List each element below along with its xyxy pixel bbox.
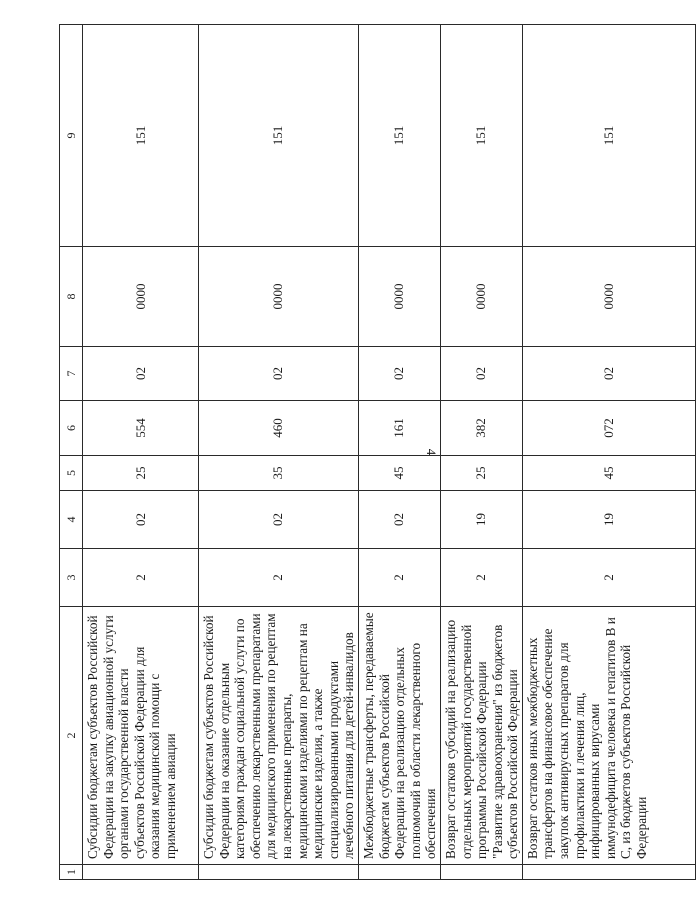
header-col-1: 1: [60, 865, 83, 880]
header-col-8: 8: [60, 247, 83, 347]
table-rotator: [59, 25, 650, 880]
budget-classification-table: [59, 24, 696, 880]
table-row: [440, 25, 522, 880]
cell-col-7: 02: [83, 347, 199, 401]
cell-col-4: 02: [199, 491, 359, 549]
cell-col-5: 25: [440, 456, 522, 491]
cell-col-5: 25: [83, 456, 199, 491]
cell-col-6: 460: [199, 401, 359, 456]
table-row: [199, 25, 359, 880]
cell-col-4: 19: [522, 491, 695, 549]
header-col-2: 2: [60, 607, 83, 865]
cell-col-7: 02: [358, 347, 440, 401]
cell-col-9: 151: [199, 25, 359, 247]
cell-col-9: 151: [440, 25, 522, 247]
cell-col-3: 2: [522, 549, 695, 607]
cell-col-9: 151: [358, 25, 440, 247]
cell-description: Возврат остатков иных межбюджетных трансфертов на финансовое обеспечение закупок антивирусных препаратов для профилактики и лечения лиц, инфицированных вирусами иммунодефицита человека и гепатитов B и C, из бюджетов субъектов Российской Федерации: [522, 607, 695, 865]
cell-col-8: 0000: [440, 247, 522, 347]
cell-description: Субсидии бюджетам субъектов Российской Федерации на закупку авиационной услуги органами государственной власти субъектов Российской Федерации для оказания медицинской помощи с применением авиации: [83, 607, 199, 865]
cell-col-1: [358, 865, 440, 880]
cell-col-9: 151: [522, 25, 695, 247]
cell-col-3: 2: [358, 549, 440, 607]
cell-col-8: 0000: [83, 247, 199, 347]
cell-col-5: 45: [522, 456, 695, 491]
cell-col-5: 35: [199, 456, 359, 491]
cell-col-8: 0000: [358, 247, 440, 347]
page-number: 4: [424, 448, 439, 456]
cell-col-8: 0000: [199, 247, 359, 347]
header-col-9: 9: [60, 25, 83, 247]
cell-col-6: 382: [440, 401, 522, 456]
table-row: [522, 25, 695, 880]
cell-col-6: 161: [358, 401, 440, 456]
cell-col-4: 19: [440, 491, 522, 549]
cell-col-6: 554: [83, 401, 199, 456]
cell-col-7: 02: [522, 347, 695, 401]
header-col-4: 4: [60, 491, 83, 549]
header-col-3: 3: [60, 549, 83, 607]
cell-col-3: 2: [199, 549, 359, 607]
cell-col-6: 072: [522, 401, 695, 456]
cell-col-3: 2: [83, 549, 199, 607]
cell-description: Межбюджетные трансферты, передаваемые бюджетам субъектов Российской Федерации на реализацию отдельных полномочий в области лекарственного обеспечения: [358, 607, 440, 865]
table-row: [83, 25, 199, 880]
cell-col-8: 0000: [522, 247, 695, 347]
cell-description: Возврат остатков субсидий на реализацию отдельных мероприятий государственной программы Российской Федерации "Развитие здравоохранения" из бюджетов субъектов Российской Федерации: [440, 607, 522, 865]
cell-col-1: [440, 865, 522, 880]
cell-col-5: 45: [358, 456, 440, 491]
column-number-row: [60, 25, 83, 880]
cell-col-3: 2: [440, 549, 522, 607]
cell-col-4: 02: [83, 491, 199, 549]
cell-col-1: [522, 865, 695, 880]
header-col-7: 7: [60, 347, 83, 401]
header-col-6: 6: [60, 401, 83, 456]
cell-col-9: 151: [83, 25, 199, 247]
cell-col-7: 02: [440, 347, 522, 401]
cell-col-7: 02: [199, 347, 359, 401]
header-col-5: 5: [60, 456, 83, 491]
table-row: [358, 25, 440, 880]
cell-col-4: 02: [358, 491, 440, 549]
cell-col-1: [199, 865, 359, 880]
cell-description: Субсидии бюджетам субъектов Российской Федерации на оказание отдельным категориям граждан социальной услуги по обеспечению лекарственными препаратами для медицинского применения по рецептам на лекарственные препараты, медицинскими изделиями по рецептам на медицинские изделия, а также специализированными продуктами лечебного питания для детей-инвалидов: [199, 607, 359, 865]
cell-col-1: [83, 865, 199, 880]
